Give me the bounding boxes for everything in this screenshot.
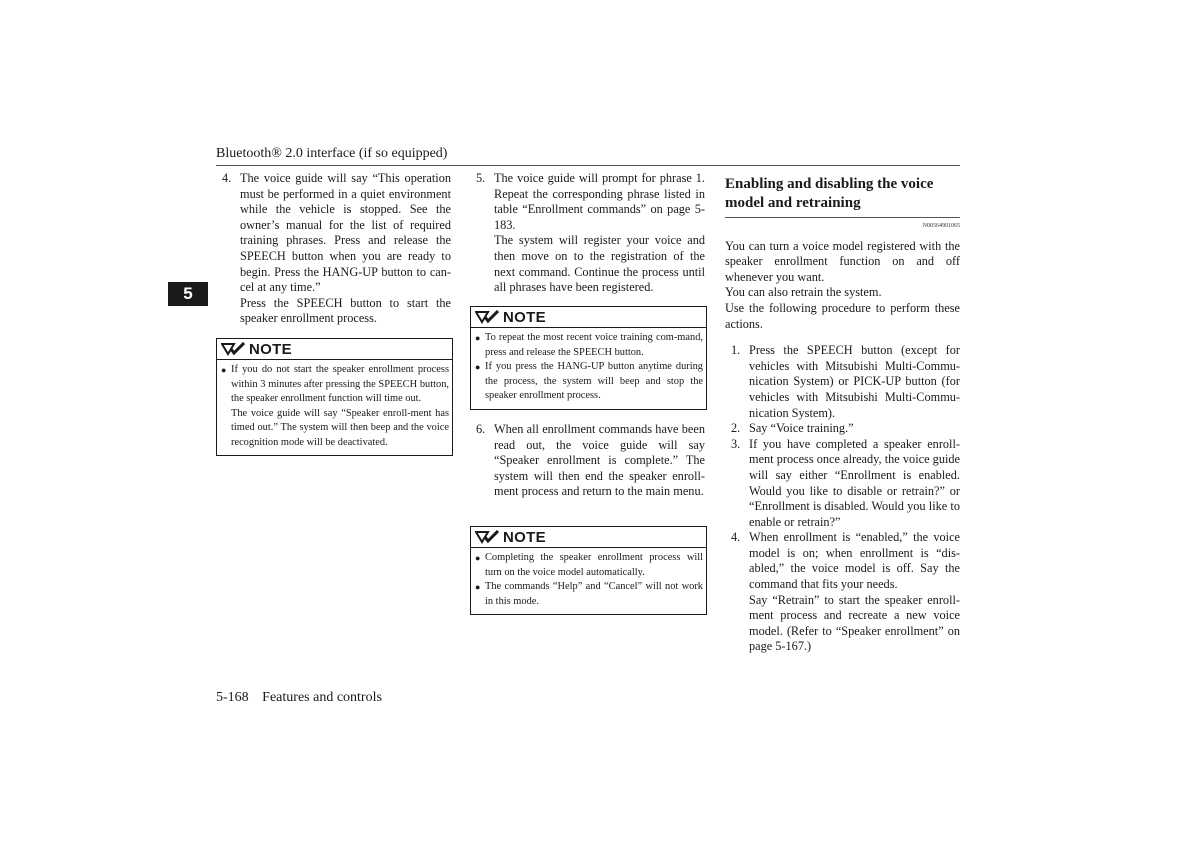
step-text: Press the SPEECH button to start the speaker enrollment process. xyxy=(240,295,451,326)
note-box xyxy=(216,338,453,456)
paragraph: You can also retrain the system. xyxy=(725,285,882,300)
column-3 xyxy=(725,175,960,655)
step-5 xyxy=(476,171,705,296)
note-item xyxy=(475,580,703,609)
paragraph: Use the following procedure to perform these actions. xyxy=(725,300,960,331)
page-footer xyxy=(216,690,382,706)
bullet-icon: ● xyxy=(475,553,481,563)
note-item-text: If you do not start the speaker enrollment process within 3 minutes after pressing the SPEECH button, the speaker enrollment function will time out. xyxy=(231,364,449,404)
note-header xyxy=(471,527,706,548)
heading-rule xyxy=(725,217,960,218)
column-2-lower xyxy=(476,422,705,500)
step-4 xyxy=(222,171,451,327)
bullet-icon: ● xyxy=(475,333,481,343)
note-box xyxy=(470,526,707,615)
step-4 xyxy=(731,530,960,655)
reference-code: N00564901065 xyxy=(922,223,960,229)
step-text: The voice guide will say “This operation must be performed in a quiet environment while the vehicle is stopped. See the owner’s manual for the list of required training phrases. Press and release the SPEECH button when you are ready to begin. Press the HANG-UP button to can-cel at any time.” xyxy=(240,171,451,295)
step-text: Say “Voice training.” xyxy=(749,421,854,436)
note-item xyxy=(221,363,449,450)
note-item-text: If you press the HANG-UP button anytime during the process, the system will beep and stop the speaker enrollment process. xyxy=(485,361,703,401)
note-body xyxy=(471,328,706,409)
column-1 xyxy=(222,171,451,327)
step-1 xyxy=(731,343,960,421)
note-item xyxy=(475,551,703,580)
note-label: NOTE xyxy=(503,308,546,326)
page-number: 5-168 xyxy=(216,690,249,705)
step-number: 1. xyxy=(731,343,741,358)
paragraph: You can turn a voice model registered with the speaker enrollment function on and off whenever you want. xyxy=(725,238,960,284)
note-header xyxy=(217,339,452,360)
bullet-icon: ● xyxy=(475,362,481,372)
step-text: Say “Retrain” to start the speaker enroll-ment process and recreate a new voice model. (Refer to “Speaker enrollment” on page 5-167.) xyxy=(749,592,960,654)
note-icon xyxy=(475,310,499,324)
step-number: 3. xyxy=(731,436,741,451)
step-text: If you have completed a speaker enroll-ment process once already, the voice guide will say either “Enrollment is enabled. Would you like to disable or retrain?” or “Enrollment is disabled. Would you like to enable or retrain?” xyxy=(749,436,960,529)
bullet-icon: ● xyxy=(475,582,481,592)
step-number: 4. xyxy=(222,171,232,185)
note-item xyxy=(475,331,703,360)
note-icon xyxy=(475,530,499,544)
step-text: Press the SPEECH button (except for vehicles with Mitsubishi Multi-Commu-nication System) or PICK-UP button (for vehicles with Mitsubishi Multi-Commu-nication System). xyxy=(749,343,960,420)
column-2 xyxy=(476,171,705,296)
step-3 xyxy=(731,437,960,531)
header-rule xyxy=(216,165,960,166)
step-number: 6. xyxy=(476,422,486,436)
note-label: NOTE xyxy=(503,528,546,546)
note-item-text: The voice guide will say “Speaker enroll-ment has timed out.” The system will then beep and the voice recognition mode will be deactivated. xyxy=(231,407,449,448)
note-body xyxy=(217,360,452,455)
step-text: The voice guide will prompt for phrase 1. Repeat the corresponding phrase listed in table “Enrollment commands” on page 5-183. xyxy=(494,171,705,232)
note-box xyxy=(470,306,707,410)
note-item-text: The commands “Help” and “Cancel” will not work in this mode. xyxy=(485,581,703,607)
note-item xyxy=(475,360,703,404)
note-item-text: To repeat the most recent voice training com-mand, press and release the SPEECH button. xyxy=(485,332,703,358)
section-heading: Enabling and disabling the voice model and retraining xyxy=(725,176,934,211)
step-text: The system will register your voice and then move on to the registration of the next command. Continue the process until all phrases have been registered. xyxy=(494,233,705,295)
step-number: 4. xyxy=(731,530,741,545)
step-text: When enrollment is “enabled,” the voice model is on; when enrollment is “dis-abled,” the voice model is off. Say the command that fits your needs. xyxy=(749,530,960,592)
step-number: 2. xyxy=(731,421,741,436)
note-item-text: Completing the speaker enrollment process will turn on the voice model automatically. xyxy=(485,552,703,578)
note-label: NOTE xyxy=(249,340,292,358)
page-header-title: Bluetooth® 2.0 interface (if so equipped) xyxy=(216,146,448,161)
note-header xyxy=(471,307,706,328)
note-body xyxy=(471,548,706,614)
note-icon xyxy=(221,342,245,356)
footer-section: Features and controls xyxy=(262,690,382,705)
chapter-tab: 5 xyxy=(168,282,208,306)
bullet-icon: ● xyxy=(221,365,227,375)
step-6 xyxy=(476,422,705,500)
step-number: 5. xyxy=(476,171,486,185)
step-2 xyxy=(731,421,960,437)
step-text: When all enrollment commands have been read out, the voice guide will say “Speaker enrollment is complete.” The system will then end the speaker enroll-ment process and return to the main menu. xyxy=(494,422,705,499)
